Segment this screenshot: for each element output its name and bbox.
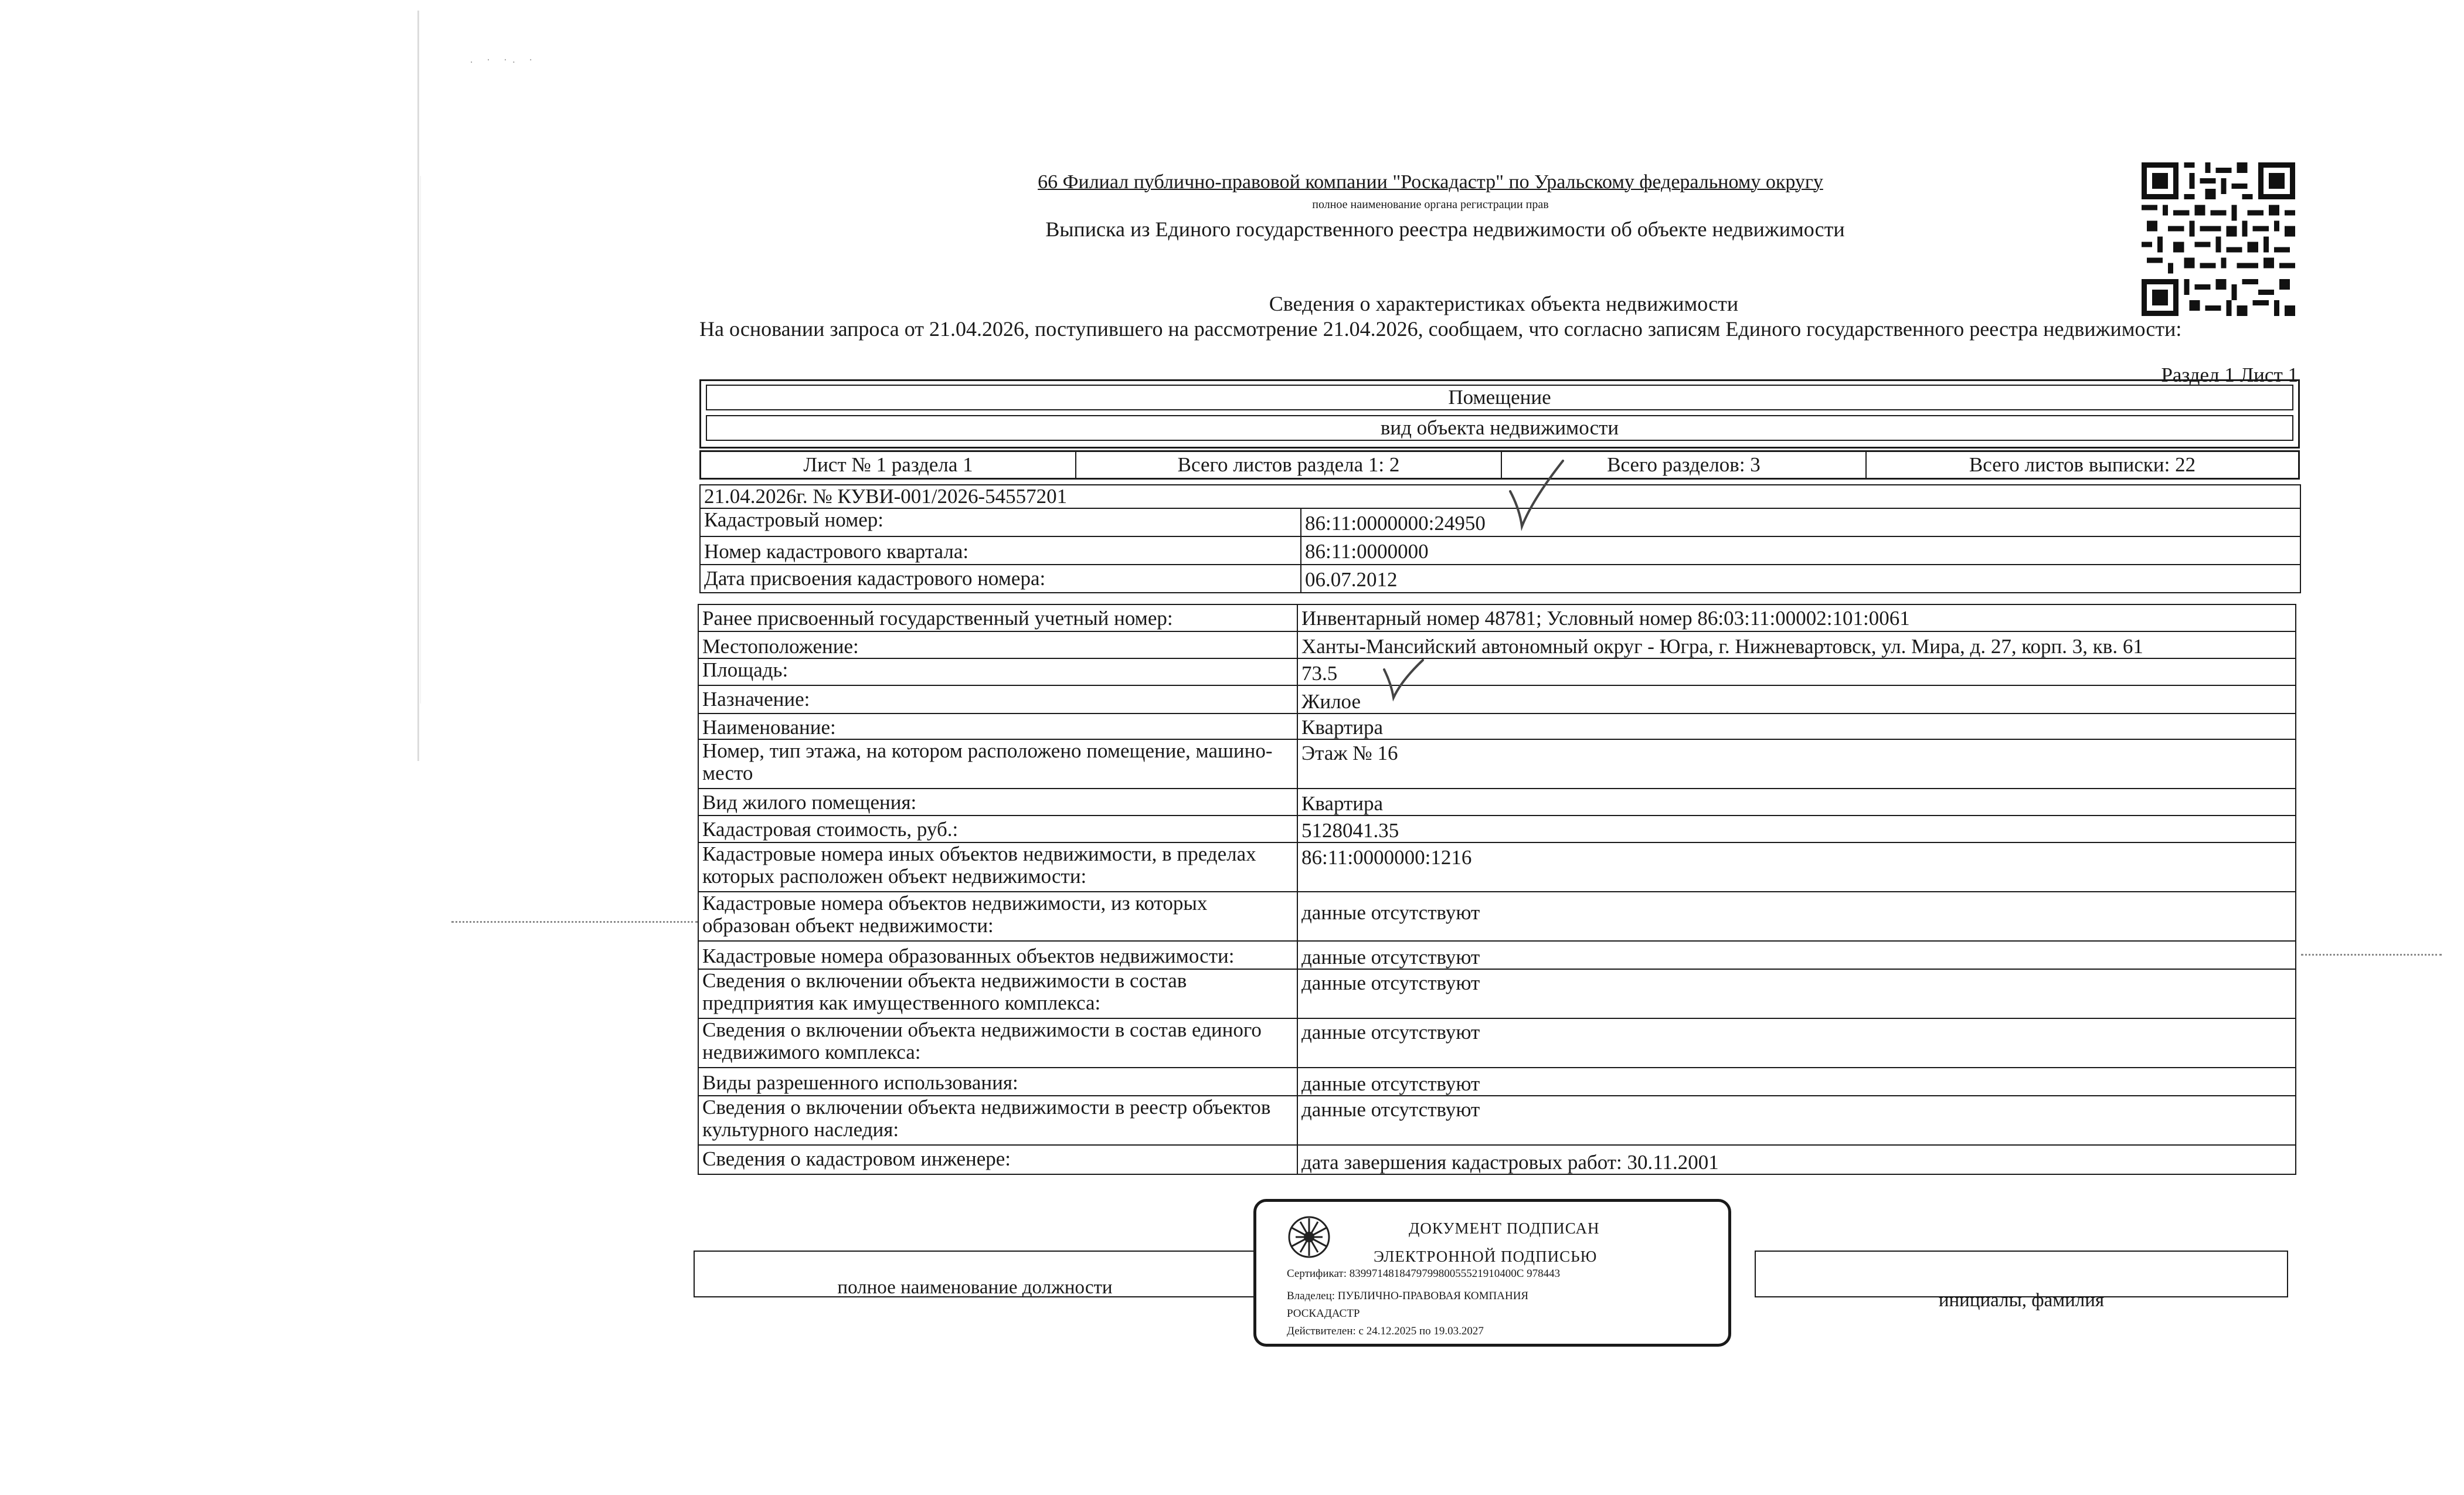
row-value: 5128041.35 — [1297, 816, 2296, 842]
roskadastr-emblem-icon — [1283, 1214, 1335, 1260]
row-value: Квартира — [1297, 789, 2296, 816]
sheet-reference: Раздел 1 Лист 1 — [2161, 363, 2298, 386]
e-signature-stamp — [1253, 1199, 1731, 1347]
row-value: данные отсутствуют — [1297, 1018, 2296, 1068]
object-type-box — [699, 379, 2300, 448]
row-label: Сведения о включении объекта недвижимости в реестр объектов культурного наследия: — [698, 1096, 1297, 1145]
total-sections: Всего разделов: 3 — [1502, 452, 1867, 478]
table-row — [698, 789, 2296, 816]
qr-code — [2139, 162, 2298, 316]
row-label: Дата присвоения кадастрового номера: — [700, 565, 1301, 593]
row-label: Кадастровые номера образованных объектов недвижимости: — [698, 941, 1297, 969]
row-label: Вид жилого помещения: — [698, 789, 1297, 816]
scan-dotted-line — [451, 921, 698, 923]
table-row — [698, 1068, 2296, 1096]
row-label: Номер кадастрового квартала: — [700, 536, 1301, 565]
table-row — [698, 739, 2296, 789]
table-row — [698, 1096, 2296, 1145]
row-value: 06.07.2012 — [1301, 565, 2300, 593]
row-label: Номер, тип этажа, на котором расположено помещение, машино-место — [698, 739, 1297, 789]
request-text: На основании запроса от 21.04.2026, поступившего на рассмотрение 21.04.2026, сообщаем, что согласно записям Единого государственного реестра недвижимости: — [699, 317, 2182, 341]
row-value: дата завершения кадастровых работ: 30.11.2001 — [1297, 1145, 2296, 1174]
row-value: данные отсутствуют — [1297, 1068, 2296, 1096]
row-value: 73.5 — [1297, 658, 2296, 685]
sheet-number: Лист № 1 раздела 1 — [701, 452, 1076, 478]
stamp-certificate: Сертификат: 839971481847979980055521910400С 978443 — [1287, 1268, 1561, 1280]
row-label: Местоположение: — [698, 631, 1297, 658]
stamp-title-line2: ЭЛЕКТРОННОЙ ПОДПИСЬЮ — [1374, 1248, 1598, 1265]
row-value: данные отсутствуют — [1297, 941, 2296, 969]
row-label: Кадастровые номера иных объектов недвижимости, в пределах которых расположен объект недвижимости: — [698, 842, 1297, 892]
row-label: Сведения о кадастровом инженере: — [698, 1145, 1297, 1174]
checkmark-icon — [1381, 657, 1428, 704]
table-row — [698, 892, 2296, 941]
row-label: Площадь: — [698, 658, 1297, 685]
row-label: Кадастровый номер: — [700, 508, 1301, 536]
table-row — [698, 1018, 2296, 1068]
position-caption: полное наименование должности — [837, 1277, 1113, 1298]
row-value: данные отсутствуют — [1297, 892, 2296, 941]
row-label: Назначение: — [698, 685, 1297, 713]
record-table — [699, 484, 2301, 593]
total-sheets-extract: Всего листов выписки: 22 — [1969, 453, 2196, 476]
row-label: Кадастровые номера объектов недвижимости, из которых образован объект недвижимости: — [698, 892, 1297, 941]
row-value: Квартира — [1297, 713, 2296, 739]
row-label: Сведения о включении объекта недвижимости в состав единого недвижимого комплекса: — [698, 1018, 1297, 1068]
row-value: Этаж № 16 — [1297, 739, 2296, 789]
document-title: Выписка из Единого государственного реестра недвижимости об объекте недвижимости — [1045, 218, 1845, 241]
row-value: 86:11:0000000 — [1301, 536, 2300, 565]
organization-caption: полное наименование органа регистрации прав — [1312, 198, 1549, 211]
table-row — [700, 536, 2300, 565]
table-row — [700, 565, 2300, 593]
table-row — [698, 631, 2296, 658]
details-table — [698, 604, 2296, 1175]
row-value: 86:11:0000000:24950 — [1301, 508, 2300, 536]
row-label: Сведения о включении объекта недвижимости в состав предприятия как имущественного комплекса: — [698, 969, 1297, 1018]
row-value: данные отсутствуют — [1297, 969, 2296, 1018]
table-row — [700, 508, 2300, 536]
row-value: Инвентарный номер 48781; Условный номер 86:03:11:00002:101:0061 — [1297, 604, 2296, 631]
stamp-owner-line2: РОСКАДАСТР — [1287, 1307, 1360, 1320]
row-value: 86:11:0000000:1216 — [1297, 842, 2296, 892]
table-row — [698, 604, 2296, 631]
row-label: Наименование: — [698, 713, 1297, 739]
table-row — [698, 816, 2296, 842]
table-row — [698, 713, 2296, 739]
row-value: Ханты-Мансийский автономный округ - Югра, г. Нижневартовск, ул. Мира, д. 27, корп. 3, кв. 61 — [1297, 631, 2296, 658]
table-row — [698, 658, 2296, 685]
row-label: Кадастровая стоимость, руб.: — [698, 816, 1297, 842]
scan-edge-line — [417, 11, 419, 761]
scan-noise: . · ·. · — [469, 56, 537, 65]
row-label: Ранее присвоенный государственный учетный номер: — [698, 604, 1297, 631]
stamp-validity: Действителен: с 24.12.2025 по 19.03.2027 — [1287, 1325, 1484, 1337]
table-row — [698, 969, 2296, 1018]
stamp-title-line1: ДОКУМЕНТ ПОДПИСАН — [1409, 1219, 1600, 1237]
row-value: Жилое — [1297, 685, 2296, 713]
table-row — [698, 941, 2296, 969]
checkmark-icon — [1507, 457, 1571, 534]
table-row — [698, 842, 2296, 892]
table-row — [698, 1145, 2296, 1174]
object-type: Помещение — [706, 385, 2293, 410]
row-value: данные отсутствуют — [1297, 1096, 2296, 1145]
object-type-caption: вид объекта недвижимости — [706, 415, 2293, 441]
total-sheets-section: Всего листов раздела 1: 2 — [1076, 452, 1502, 478]
name-caption: инициалы, фамилия — [1938, 1290, 2105, 1311]
stamp-owner-line1: Владелец: ПУБЛИЧНО-ПРАВОВАЯ КОМПАНИЯ — [1287, 1290, 1529, 1302]
table-row — [698, 685, 2296, 713]
scan-dotted-line — [2301, 954, 2442, 956]
organization-name: 66 Филиал публично-правовой компании "Роскадастр" по Уральскому федеральному округу — [1038, 171, 1823, 193]
row-label: Виды разрешенного использования: — [698, 1068, 1297, 1096]
scan-edge-line — [420, 176, 421, 704]
record-date-number: 21.04.2026г. № КУВИ-001/2026-54557201 — [700, 485, 2300, 508]
section-title: Сведения о характеристиках объекта недвижимости — [1269, 292, 1739, 315]
sheets-info-row — [699, 450, 2300, 480]
